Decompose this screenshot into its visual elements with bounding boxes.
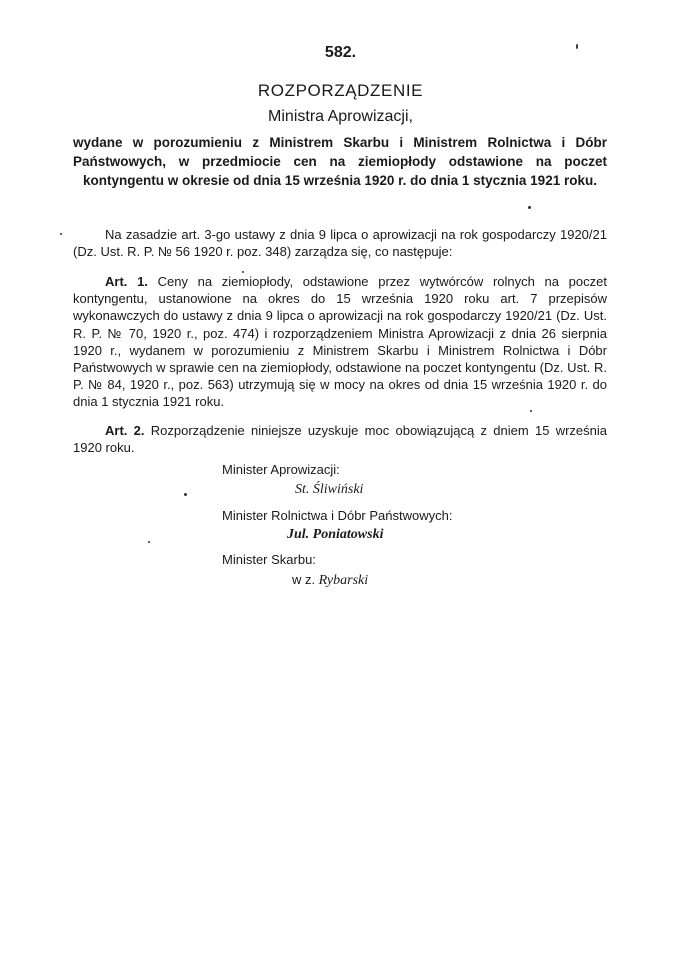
scan-speck <box>576 44 578 49</box>
article-2-text: Rozporządzenie niniejsze uzyskuje moc obowiązującą z dniem 15 września 1920 roku. <box>73 423 607 456</box>
scan-speck <box>148 541 150 543</box>
page-number: 582. <box>324 44 357 61</box>
article-2-label: Art. 2. <box>105 423 145 438</box>
document-title: ROZPORZĄDZENIE <box>257 81 424 100</box>
signature-name-rybarski: Rybarski <box>318 573 369 588</box>
scan-speck <box>530 410 532 412</box>
scan-speck <box>184 493 187 496</box>
signature-name-sliwinski: St. Śliwiński <box>295 482 364 497</box>
article-1-text: Ceny na ziemiopłody, odstawione przez wytwórców rolnych na poczet kontyngentu, ustanowione na okres do 15 września 1920 roku art. 7 przepisów wykonawczych do ustawy z dnia 9 lipca o aprowizacji na rok gospodarczy 1920/21 (Dz. Ust. R. P. № 70, 1920 r., poz. 474) i rozporządzeniem Ministra Aprowizacji z dnia 26 sierpnia 1920 r., wydanem w porozumieniu z Ministrem Skarbu i Ministrem Rolnictwa i Dóbr Państwowych w sprawie cen na ziemiopłody, odstawione na poczet kontyngentu (Dz. Ust. R. P. № 84, 1920 r., poz. 563) utrzymują się w mocy na okres od dnia 15 września 1920 r. do dnia 1 stycznia 1921 roku. <box>73 274 607 410</box>
signature-role-aprowizacja: Minister Aprowizacji: <box>222 462 340 477</box>
signature-role-rolnictwo: Minister Rolnictwa i Dóbr Państwowych: <box>222 508 453 523</box>
issued-by-paragraph: wydane w porozumieniu z Ministrem Skarbu i Ministrem Rolnictwa i Dóbr Państwowych, w przedmiocie cen na ziemiopłody odstawione na poczet kontyngentu w okresie od dnia 15 września 1920 r. do dnia 1 stycznia 1921 roku. <box>73 135 607 189</box>
article-1 <box>73 273 607 411</box>
signature-skarb-block <box>292 572 368 589</box>
scan-speck <box>242 271 244 273</box>
intro-paragraph: Na zasadzie art. 3-go ustawy z dnia 9 lipca o aprowizacji na rok gospodarczy 1920/21 (Dz. Ust. R. P. № 56 1920 r. poz. 348) zarządza się, co następuje: <box>73 227 607 260</box>
signature-role-skarb: Minister Skarbu: <box>222 552 316 567</box>
scan-speck <box>60 233 62 235</box>
document-subtitle: Ministra Aprowizacji, <box>268 108 413 125</box>
article-1-label: Art. 1. <box>105 274 148 289</box>
scan-speck <box>528 206 531 209</box>
signature-prefix: w z. <box>292 572 316 587</box>
article-2 <box>73 422 607 456</box>
signature-name-poniatowski: Jul. Poniatowski <box>287 527 384 542</box>
